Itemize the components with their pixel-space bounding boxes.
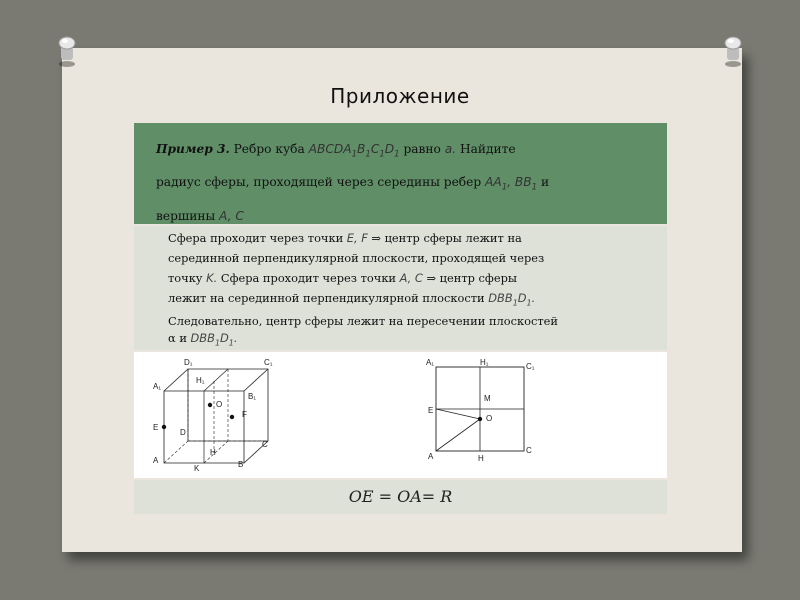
svg-text:K: K [194, 464, 200, 471]
svg-text:C₁: C₁ [526, 362, 535, 371]
svg-text:F: F [242, 410, 247, 419]
svg-text:B: B [238, 460, 244, 469]
point-f [230, 415, 234, 419]
point-o [478, 417, 482, 421]
svg-text:E: E [153, 423, 159, 432]
answer-panel [134, 480, 667, 514]
cube-figure [150, 355, 276, 471]
svg-text:H: H [478, 454, 484, 463]
svg-text:B₁: B₁ [248, 392, 257, 401]
svg-text:A₁: A₁ [153, 382, 162, 391]
svg-text:A: A [153, 456, 159, 465]
svg-text:H₁: H₁ [480, 358, 489, 367]
svg-text:E: E [428, 406, 434, 415]
svg-text:D: D [180, 428, 186, 437]
svg-text:C₁: C₁ [264, 358, 273, 367]
solution-panel: Сфера проходит через точки E, F ⇒ центр сферы лежит на серединной перпендикулярной плоскости, проходящей через точку K. Сфера проходит через точки A, C ⇒ центр сферы лежит на серединной перпендикулярной плоскости $DBB_1D_1$. Следовательно, центр сферы лежит на пересечении плоскостей α и $DBB_1D_1$. [134, 226, 667, 350]
slide-title: Приложение [330, 84, 470, 108]
example-label: Пример 3. [156, 142, 230, 156]
problem-line-3: вершины A, C [156, 208, 244, 223]
problem-line-2: радиус сферы, проходящей через середины ребер $AA_1$, $BB_1$ и [156, 175, 550, 193]
svg-text:D₁: D₁ [184, 358, 193, 367]
square-section-figure [422, 355, 538, 465]
point-e [162, 425, 166, 429]
svg-text:M: M [484, 394, 491, 403]
svg-text:C: C [262, 440, 268, 449]
answer-formula: OE = OA= R [348, 487, 453, 506]
problem-line-1: Пример 3. Ребро куба $ABCDA_1B_1C_1D_1$ равно a. Найдите [156, 142, 516, 160]
cube-name: $ABCDA_1B_1C_1D_1$ [308, 142, 400, 160]
point-o [208, 403, 212, 407]
pushpin-left-icon [54, 34, 80, 68]
svg-text:O: O [216, 400, 223, 409]
svg-text:O: O [486, 414, 493, 423]
svg-text:A₁: A₁ [426, 358, 435, 367]
svg-text:C: C [526, 446, 532, 455]
svg-text:H: H [210, 448, 216, 457]
svg-text:H₁: H₁ [196, 376, 205, 385]
svg-text:A: A [428, 452, 434, 461]
pushpin-right-icon [720, 34, 746, 68]
problem-panel [134, 123, 667, 224]
